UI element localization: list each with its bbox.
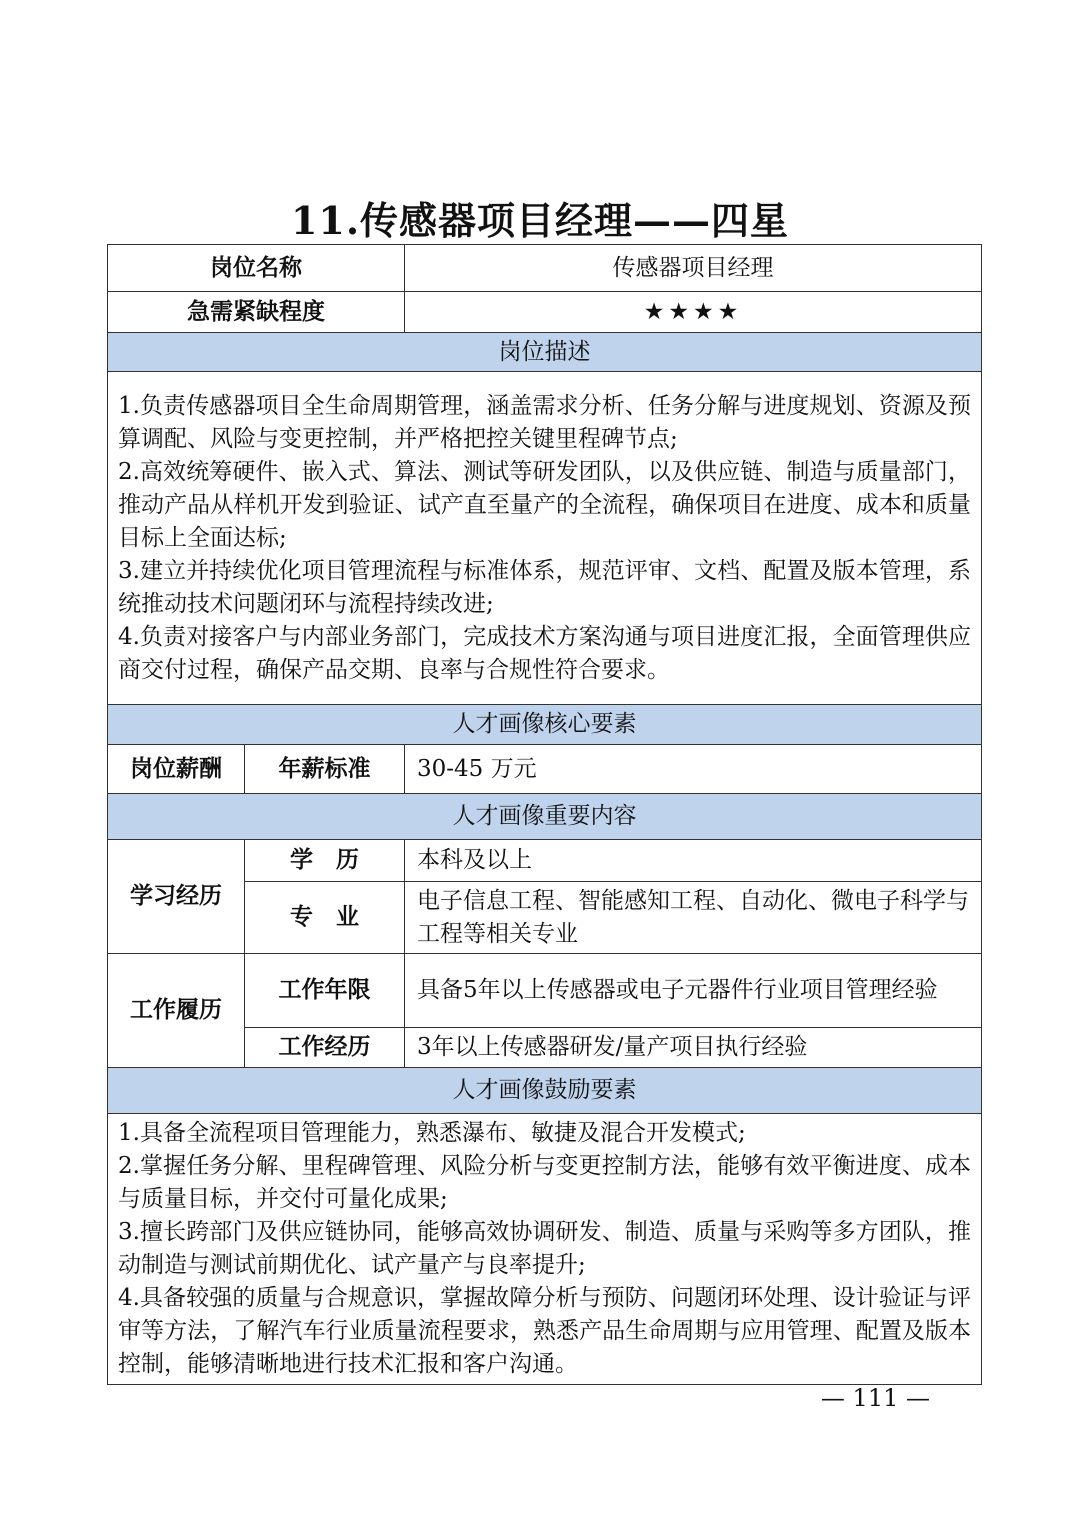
list-item: 1.负责传感器项目全生命周期管理，涵盖需求分析、任务分解与进度规划、资源及预算调配、风险与变更控制，并严格把控关键里程碑节点; bbox=[118, 392, 971, 452]
list-item: 4.负责对接客户与内部业务部门，完成技术方案沟通与项目进度汇报，全面管理供应商交付过程，确保产品交期、良率与合规性符合要求。 bbox=[118, 623, 971, 683]
list-item: 1.具备全流程项目管理能力，熟悉瀑布、敏捷及混合开发模式; bbox=[118, 1120, 746, 1146]
section-description: 岗位描述 bbox=[108, 333, 982, 372]
description-list bbox=[108, 372, 982, 705]
salary-label: 岗位薪酬 bbox=[108, 745, 245, 794]
position-name-value: 传感器项目经理 bbox=[405, 245, 982, 292]
work-years-label: 工作年限 bbox=[245, 954, 405, 1028]
section-important: 人才画像重要内容 bbox=[108, 794, 982, 840]
major-label: 专 业 bbox=[245, 882, 405, 954]
list-item: 3.擅长跨部门及供应链协同，能够高效协调研发、制造、质量与采购等多方团队，推动制造与测试前期优化、试产量产与良率提升; bbox=[118, 1219, 971, 1278]
work-years-row bbox=[108, 954, 982, 1028]
section-core: 人才画像核心要素 bbox=[108, 705, 982, 745]
urgency-row bbox=[108, 292, 982, 333]
work-experience-label: 工作经历 bbox=[245, 1028, 405, 1068]
urgency-label: 急需紧缺程度 bbox=[108, 292, 405, 333]
section-encourage: 人才画像鼓励要素 bbox=[108, 1068, 982, 1114]
page-title: 11.传感器项目经理——四星 bbox=[290, 198, 790, 243]
page-number: — 111 — bbox=[820, 1384, 930, 1412]
work-years-value: 具备5年以上传感器或电子元器件行业项目管理经验 bbox=[405, 954, 982, 1028]
education-label: 学习经历 bbox=[108, 840, 245, 954]
degree-value: 本科及以上 bbox=[405, 840, 982, 882]
degree-row bbox=[108, 840, 982, 882]
work-label: 工作履历 bbox=[108, 954, 245, 1068]
list-item: 2.高效统筹硬件、嵌入式、算法、测试等研发团队，以及供应链、制造与质量部门，推动产品从样机开发到验证、试产直至量产的全流程，确保项目在进度、成本和质量目标上全面达标; bbox=[118, 458, 971, 551]
list-item: 4.具备较强的质量与合规意识，掌握故障分析与预防、问题闭环处理、设计验证与评审等方法，了解汽车行业质量流程要求，熟悉产品生命周期与应用管理、配置及版本控制，能够清晰地进行技术汇报和客户沟通。 bbox=[118, 1285, 971, 1377]
urgency-stars: ★★★★ bbox=[405, 292, 982, 333]
encourage-list bbox=[108, 1114, 982, 1385]
salary-sublabel: 年薪标准 bbox=[245, 745, 405, 794]
degree-label: 学 历 bbox=[245, 840, 405, 882]
salary-value: 30-45 万元 bbox=[405, 745, 982, 794]
salary-row bbox=[108, 745, 982, 794]
position-name-label: 岗位名称 bbox=[108, 245, 405, 292]
list-item: 2.掌握任务分解、里程碑管理、风险分析与变更控制方法，能够有效平衡进度、成本与质量目标，并交付可量化成果; bbox=[118, 1153, 971, 1212]
position-name-row bbox=[108, 245, 982, 292]
major-value: 电子信息工程、智能感知工程、自动化、微电子科学与工程等相关专业 bbox=[405, 882, 982, 954]
list-item: 3.建立并持续优化项目管理流程与标准体系，规范评审、文档、配置及版本管理，系统推动技术问题闭环与流程持续改进; bbox=[118, 557, 971, 617]
work-experience-value: 3年以上传感器研发/量产项目执行经验 bbox=[405, 1028, 982, 1068]
job-profile-table bbox=[107, 244, 982, 1385]
